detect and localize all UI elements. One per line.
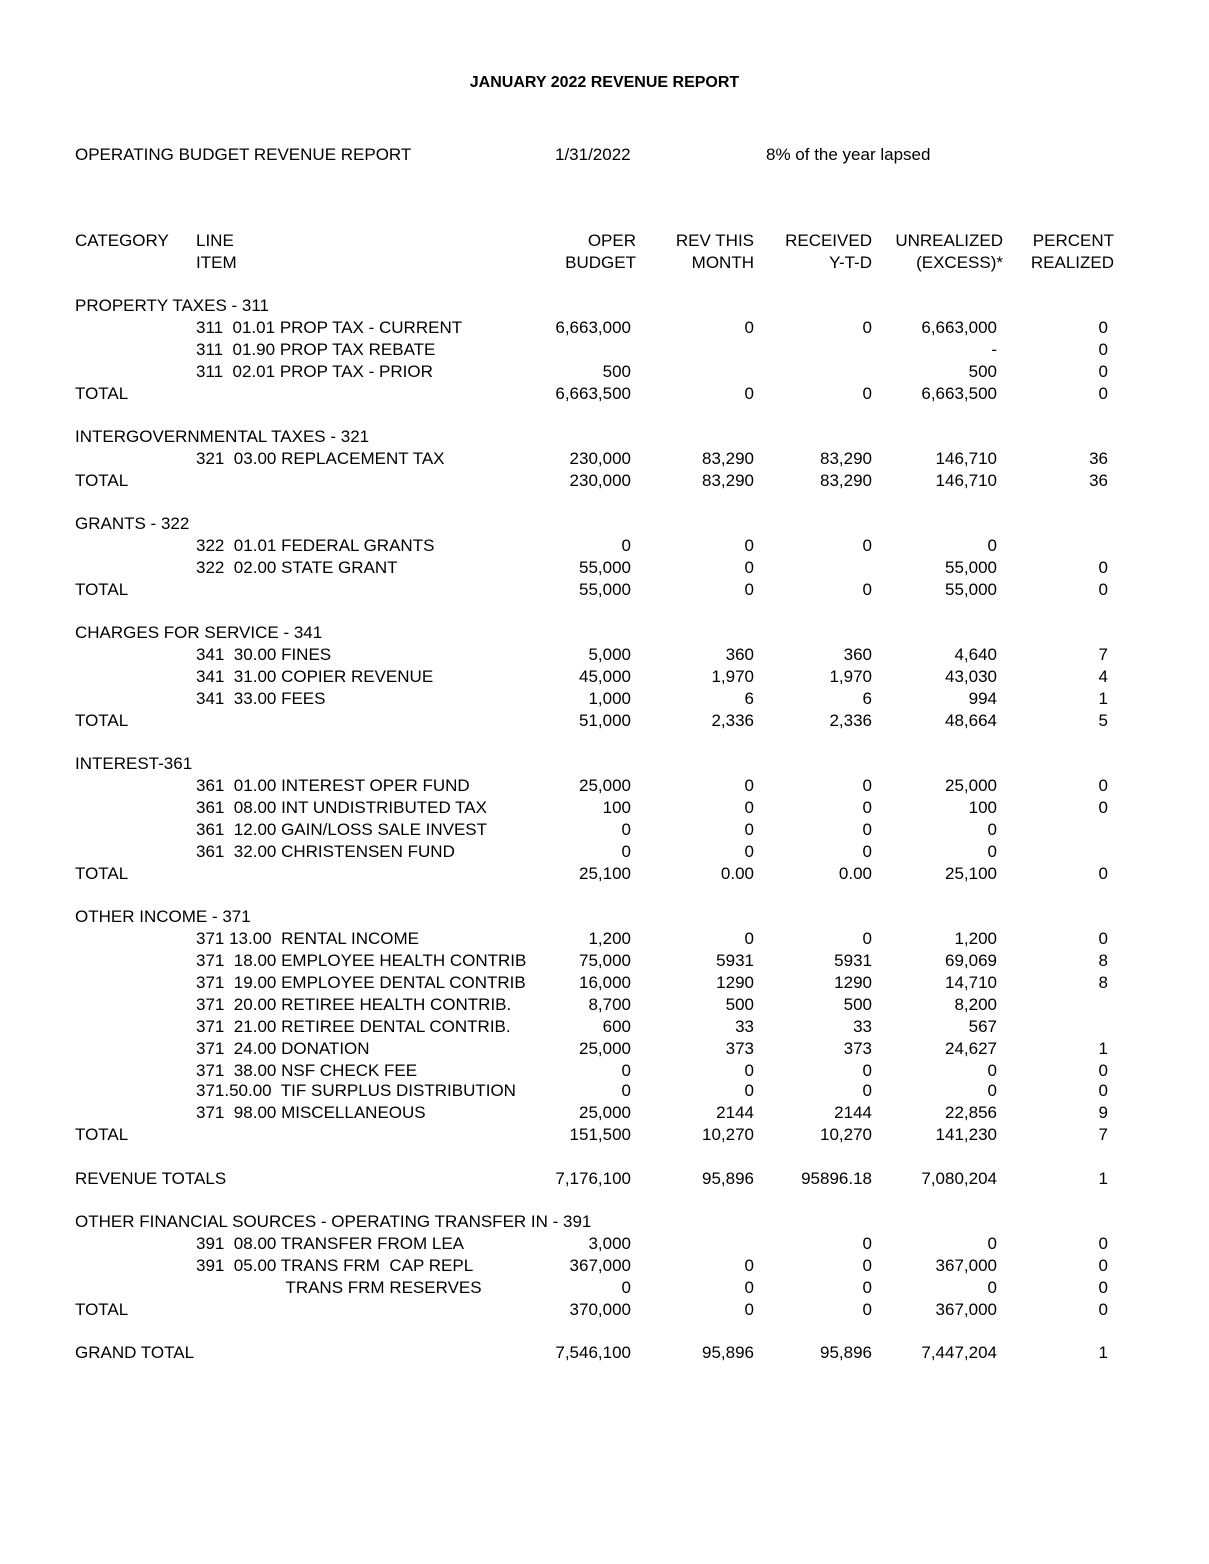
section-header-row (0, 295, 1209, 317)
pct-cell: 0 (1098, 1234, 1108, 1253)
ytd-cell: 10,270 (820, 1125, 872, 1144)
line-item-label: 321 03.00 REPLACEMENT TAX (196, 449, 445, 468)
total-label: TOTAL (75, 864, 129, 883)
pct-cell: 0 (1098, 318, 1108, 337)
col-unrealized-header-2: (EXCESS)* (916, 253, 1003, 272)
unrealized-cell: 367,000 (935, 1256, 997, 1275)
month-cell: 0 (744, 384, 754, 403)
ytd-cell: 1290 (834, 973, 872, 992)
month-cell: 0.00 (720, 864, 754, 883)
unrealized-cell: 994 (968, 689, 997, 708)
pct-cell: 0 (1098, 1061, 1108, 1080)
unrealized-cell: 8,200 (954, 995, 997, 1014)
col-month-header-2: MONTH (691, 253, 754, 272)
section-label: PROPERTY TAXES - 311 (75, 296, 270, 315)
budget-cell: 25,000 (579, 1039, 631, 1058)
budget-cell: 51,000 (579, 711, 631, 730)
month-cell: 0 (744, 1061, 754, 1080)
month-cell: 83,290 (702, 471, 754, 490)
month-cell: 95,896 (702, 1169, 754, 1188)
pct-cell: 0 (1098, 929, 1108, 948)
table-row (0, 557, 1209, 579)
unrealized-cell: 567 (968, 1017, 997, 1036)
month-cell: 0 (744, 820, 754, 839)
line-item-label: 311 01.90 PROP TAX REBATE (196, 340, 436, 359)
budget-cell: 0 (621, 842, 631, 861)
ytd-cell: 0 (862, 384, 872, 403)
col-unrealized-header: UNREALIZED (895, 231, 1003, 250)
table-row (0, 797, 1209, 819)
column-header-row-2 (0, 252, 1209, 274)
month-cell: 33 (735, 1017, 754, 1036)
unrealized-cell: 141,230 (935, 1125, 997, 1144)
budget-cell: 7,176,100 (555, 1169, 631, 1188)
month-cell: 360 (725, 645, 754, 664)
column-header-row-1 (0, 230, 1209, 252)
unrealized-cell: 100 (968, 798, 997, 817)
budget-cell: 1,000 (588, 689, 631, 708)
unrealized-cell: 14,710 (945, 973, 997, 992)
ytd-cell: 0 (862, 1256, 872, 1275)
table-row (0, 1277, 1209, 1299)
total-row (0, 1124, 1209, 1146)
section-label: OTHER INCOME - 371 (75, 907, 251, 926)
line-item-label: 371 19.00 EMPLOYEE DENTAL CONTRIB (196, 973, 526, 992)
budget-cell: 151,500 (569, 1125, 631, 1144)
section-label: INTERGOVERNMENTAL TAXES - 321 (75, 427, 370, 446)
budget-cell: 25,100 (579, 864, 631, 883)
month-cell: 2,336 (711, 711, 754, 730)
line-item-label: 371 20.00 RETIREE HEALTH CONTRIB. (196, 995, 512, 1014)
section-label: INTEREST-361 (75, 754, 193, 773)
pct-cell: 1 (1098, 689, 1108, 708)
unrealized-cell: 43,030 (945, 667, 997, 686)
unrealized-cell: 0 (987, 1081, 997, 1100)
budget-cell: 0 (621, 1061, 631, 1080)
unrealized-cell: 0 (987, 536, 997, 555)
budget-cell: 5,000 (588, 645, 631, 664)
unrealized-cell: 0 (987, 842, 997, 861)
month-cell: 0 (744, 1300, 754, 1319)
month-cell: 0 (744, 929, 754, 948)
unrealized-cell: 7,080,204 (921, 1169, 997, 1188)
unrealized-cell: 6,663,500 (921, 384, 997, 403)
total-row (0, 579, 1209, 601)
table-row (0, 972, 1209, 994)
total-label: GRAND TOTAL (75, 1343, 195, 1362)
month-cell: 1,970 (711, 667, 754, 686)
line-item-label: 371 21.00 RETIREE DENTAL CONTRIB. (196, 1017, 511, 1036)
unrealized-cell: 69,069 (945, 951, 997, 970)
col-budget-header: OPER (587, 231, 636, 250)
budget-cell: 370,000 (569, 1300, 631, 1319)
pct-cell: 0 (1098, 340, 1108, 359)
line-item-label: TRANS FRM RESERVES (196, 1278, 482, 1297)
table-row (0, 1255, 1209, 1277)
line-item-label: 361 12.00 GAIN/LOSS SALE INVEST (196, 820, 488, 839)
unrealized-cell: - (991, 340, 997, 359)
col-line-header: LINE (196, 231, 234, 250)
report-title: JANUARY 2022 REVENUE REPORT (469, 74, 740, 91)
pct-cell: 0 (1098, 798, 1108, 817)
table-row (0, 775, 1209, 797)
budget-cell: 25,000 (579, 1103, 631, 1122)
budget-cell: 3,000 (588, 1234, 631, 1253)
pct-cell: 7 (1098, 1125, 1108, 1144)
col-percent-header: PERCENT (1032, 231, 1114, 250)
section-label: GRANTS - 322 (75, 514, 190, 533)
month-cell: 0 (744, 558, 754, 577)
unrealized-cell: 500 (968, 362, 997, 381)
table-row (0, 1102, 1209, 1124)
table-row (0, 819, 1209, 841)
line-item-label: 391 05.00 TRANS FRM CAP REPL (196, 1256, 474, 1275)
pct-cell: 8 (1098, 951, 1108, 970)
month-cell: 0 (744, 1081, 754, 1100)
total-label: TOTAL (75, 580, 129, 599)
line-item-label: 371 13.00 RENTAL INCOME (196, 929, 419, 948)
col-category-header: CATEGORY (75, 231, 169, 250)
budget-cell: 1,200 (588, 929, 631, 948)
unrealized-cell: 0 (987, 820, 997, 839)
section-header-row (0, 622, 1209, 644)
total-label: TOTAL (75, 1125, 129, 1144)
ytd-cell: 0 (862, 318, 872, 337)
line-item-label: 371 98.00 MISCELLANEOUS (196, 1103, 426, 1122)
table-row (0, 361, 1209, 383)
col-ytd-header-2: Y-T-D (829, 253, 872, 272)
year-lapsed-note: 8% of the year lapsed (766, 145, 931, 164)
ytd-cell: 83,290 (820, 471, 872, 490)
section-header-row (0, 426, 1209, 448)
month-cell: 0 (744, 580, 754, 599)
month-cell: 0 (744, 1256, 754, 1275)
budget-cell: 0 (621, 820, 631, 839)
pct-cell: 0 (1098, 1300, 1108, 1319)
line-item-label: 371 24.00 DONATION (196, 1039, 370, 1058)
pct-cell: 0 (1098, 1278, 1108, 1297)
month-cell: 5931 (716, 951, 754, 970)
ytd-cell: 83,290 (820, 449, 872, 468)
ytd-cell: 1,970 (829, 667, 872, 686)
section-header-row (0, 1211, 1209, 1233)
line-item-label: 361 32.00 CHRISTENSEN FUND (196, 842, 455, 861)
ytd-cell: 0 (862, 776, 872, 795)
line-item-label: 322 01.01 FEDERAL GRANTS (196, 536, 435, 555)
section-header-row (0, 906, 1209, 928)
section-label: CHARGES FOR SERVICE - 341 (75, 623, 323, 642)
pct-cell: 1 (1098, 1343, 1108, 1362)
pct-cell: 0 (1098, 864, 1108, 883)
pct-cell: 7 (1098, 645, 1108, 664)
budget-cell: 0 (621, 1081, 631, 1100)
table-row (0, 928, 1209, 950)
table-row (0, 339, 1209, 361)
ytd-cell: 2144 (834, 1103, 872, 1122)
pct-cell: 36 (1089, 449, 1108, 468)
pct-cell: 8 (1098, 973, 1108, 992)
budget-cell: 230,000 (569, 471, 631, 490)
total-row (0, 863, 1209, 885)
budget-cell: 0 (621, 536, 631, 555)
month-cell: 2144 (716, 1103, 754, 1122)
ytd-cell: 0.00 (838, 864, 872, 883)
pct-cell: 0 (1098, 580, 1108, 599)
unrealized-cell: 22,856 (945, 1103, 997, 1122)
ytd-cell: 0 (862, 536, 872, 555)
total-row (0, 1342, 1209, 1364)
ytd-cell: 0 (862, 1300, 872, 1319)
total-row (0, 710, 1209, 732)
month-cell: 10,270 (702, 1125, 754, 1144)
month-cell: 1290 (716, 973, 754, 992)
table-row (0, 1233, 1209, 1255)
month-cell: 373 (725, 1039, 754, 1058)
unrealized-cell: 25,000 (945, 776, 997, 795)
month-cell: 95,896 (702, 1343, 754, 1362)
table-row (0, 317, 1209, 339)
month-cell: 0 (744, 1278, 754, 1297)
ytd-cell: 0 (862, 1234, 872, 1253)
budget-cell: 600 (602, 1017, 631, 1036)
ytd-cell: 0 (862, 580, 872, 599)
line-item-label: 371 18.00 EMPLOYEE HEALTH CONTRIB (196, 951, 527, 970)
pct-cell: 0 (1098, 1081, 1108, 1100)
unrealized-cell: 4,640 (954, 645, 997, 664)
total-label: TOTAL (75, 1300, 129, 1319)
pct-cell: 36 (1089, 471, 1108, 490)
section-header-row (0, 753, 1209, 775)
budget-cell: 6,663,500 (555, 384, 631, 403)
pct-cell: 0 (1098, 384, 1108, 403)
line-item-label: 311 02.01 PROP TAX - PRIOR (196, 362, 433, 381)
total-row (0, 1168, 1209, 1190)
ytd-cell: 33 (853, 1017, 872, 1036)
line-item-label: 371.50.00 TIF SURPLUS DISTRIBUTION (196, 1081, 516, 1100)
unrealized-cell: 25,100 (945, 864, 997, 883)
ytd-cell: 0 (862, 1278, 872, 1297)
table-row (0, 535, 1209, 557)
ytd-cell: 5931 (834, 951, 872, 970)
budget-cell: 16,000 (579, 973, 631, 992)
section-header-row (0, 513, 1209, 535)
line-item-label: 341 30.00 FINES (196, 645, 332, 664)
unrealized-cell: 55,000 (945, 558, 997, 577)
budget-cell: 55,000 (579, 580, 631, 599)
budget-cell: 55,000 (579, 558, 631, 577)
month-cell: 0 (744, 776, 754, 795)
line-item-label: 341 33.00 FEES (196, 689, 326, 708)
table-row (0, 448, 1209, 470)
unrealized-cell: 55,000 (945, 580, 997, 599)
col-ytd-header: RECEIVED (785, 231, 872, 250)
month-cell: 0 (744, 536, 754, 555)
pct-cell: 4 (1098, 667, 1108, 686)
table-row (0, 950, 1209, 972)
budget-cell: 25,000 (579, 776, 631, 795)
month-cell: 0 (744, 842, 754, 861)
unrealized-cell: 1,200 (954, 929, 997, 948)
unrealized-cell: 7,447,204 (921, 1343, 997, 1362)
total-label: TOTAL (75, 471, 129, 490)
line-item-label: 361 08.00 INT UNDISTRIBUTED TAX (196, 798, 487, 817)
pct-cell: 9 (1098, 1103, 1108, 1122)
budget-cell: 6,663,000 (555, 318, 631, 337)
ytd-cell: 2,336 (829, 711, 872, 730)
pct-cell: 5 (1098, 711, 1108, 730)
ytd-cell: 6 (862, 689, 872, 708)
budget-cell: 7,546,100 (555, 1343, 631, 1362)
unrealized-cell: 0 (987, 1234, 997, 1253)
ytd-cell: 0 (862, 842, 872, 861)
pct-cell: 0 (1098, 558, 1108, 577)
total-row (0, 383, 1209, 405)
unrealized-cell: 0 (987, 1061, 997, 1080)
line-item-label: 311 01.01 PROP TAX - CURRENT (196, 318, 463, 337)
month-cell: 83,290 (702, 449, 754, 468)
report-date: 1/31/2022 (555, 145, 631, 164)
table-row (0, 666, 1209, 688)
budget-cell: 45,000 (579, 667, 631, 686)
table-row (0, 688, 1209, 710)
total-row (0, 470, 1209, 492)
unrealized-cell: 367,000 (935, 1300, 997, 1319)
pct-cell: 0 (1098, 1256, 1108, 1275)
line-item-label: 341 31.00 COPIER REVENUE (196, 667, 434, 686)
budget-cell: 367,000 (569, 1256, 631, 1275)
pct-cell: 1 (1098, 1169, 1108, 1188)
ytd-cell: 0 (862, 929, 872, 948)
col-budget-header-2: BUDGET (565, 253, 636, 272)
budget-cell: 500 (602, 362, 631, 381)
total-label: TOTAL (75, 384, 129, 403)
table-row (0, 644, 1209, 666)
budget-cell: 230,000 (569, 449, 631, 468)
ytd-cell: 360 (843, 645, 872, 664)
ytd-cell: 0 (862, 820, 872, 839)
table-row (0, 1016, 1209, 1038)
table-row (0, 841, 1209, 863)
ytd-cell: 373 (843, 1039, 872, 1058)
ytd-cell: 95,896 (820, 1343, 872, 1362)
line-item-label: 371 38.00 NSF CHECK FEE (196, 1061, 418, 1080)
report-name: OPERATING BUDGET REVENUE REPORT (75, 145, 412, 164)
ytd-cell: 95896.18 (801, 1169, 872, 1188)
total-label: REVENUE TOTALS (75, 1169, 227, 1188)
table-row (0, 1080, 1209, 1102)
pct-cell: 1 (1098, 1039, 1108, 1058)
budget-cell: 8,700 (588, 995, 631, 1014)
unrealized-cell: 0 (987, 1278, 997, 1297)
line-item-label: 322 02.00 STATE GRANT (196, 558, 398, 577)
ytd-cell: 0 (862, 1081, 872, 1100)
col-month-header: REV THIS (675, 231, 754, 250)
unrealized-cell: 146,710 (935, 449, 997, 468)
ytd-cell: 0 (862, 1061, 872, 1080)
col-item-header: ITEM (196, 253, 237, 272)
unrealized-cell: 48,664 (945, 711, 997, 730)
budget-cell: 0 (621, 1278, 631, 1297)
month-cell: 0 (744, 798, 754, 817)
unrealized-cell: 146,710 (935, 471, 997, 490)
budget-cell: 75,000 (579, 951, 631, 970)
table-row (0, 1038, 1209, 1060)
table-row (0, 994, 1209, 1016)
section-label: OTHER FINANCIAL SOURCES - OPERATING TRANSFER IN - 391 (75, 1212, 592, 1231)
ytd-cell: 0 (862, 798, 872, 817)
total-label: TOTAL (75, 711, 129, 730)
budget-cell: 100 (602, 798, 631, 817)
month-cell: 500 (725, 995, 754, 1014)
month-cell: 6 (744, 689, 754, 708)
pct-cell: 0 (1098, 362, 1108, 381)
total-row (0, 1299, 1209, 1321)
unrealized-cell: 24,627 (945, 1039, 997, 1058)
col-percent-header-2: REALIZED (1030, 253, 1114, 272)
unrealized-cell: 6,663,000 (921, 318, 997, 337)
line-item-label: 361 01.00 INTEREST OPER FUND (196, 776, 470, 795)
table-row (0, 1060, 1209, 1082)
line-item-label: 391 08.00 TRANSFER FROM LEA (196, 1234, 465, 1253)
month-cell: 0 (744, 318, 754, 337)
pct-cell: 0 (1098, 776, 1108, 795)
ytd-cell: 500 (843, 995, 872, 1014)
